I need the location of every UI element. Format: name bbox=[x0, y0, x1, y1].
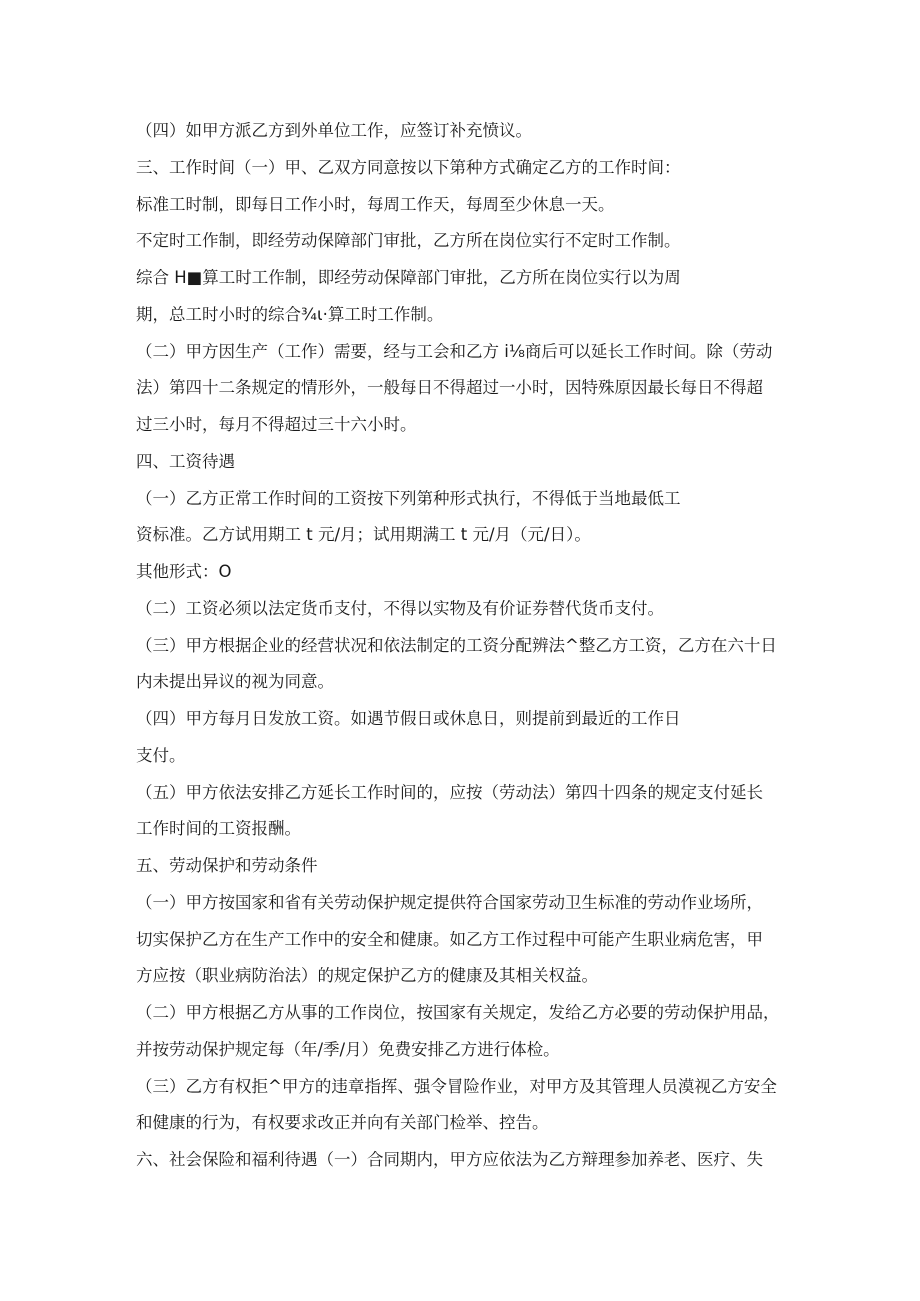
text-line: 切实保护乙方在生产工作中的安全和健康。如乙方工作过程中可能产生职业病危害，甲 bbox=[136, 929, 763, 949]
section-heading: 三、工作时间（一）甲、乙双方同意按以下第种方式确定乙方的工作时间： bbox=[136, 157, 681, 177]
text-line: （二）甲方因生产（工作）需要，经与工会和乙方 i⅛商后可以延长工作时间。除（劳动 bbox=[136, 341, 773, 361]
text-line: 并按劳动保护规定每（年/季/月）免费安排乙方进行体检。 bbox=[136, 1039, 560, 1059]
text-line: （四）如甲方派乙方到外单位工作，应签订补充愤议。 bbox=[136, 121, 532, 140]
text-line: 综合 H■算工时工作制，即经劳动保障部门审批，乙方所在岗位实行以为周 bbox=[136, 268, 681, 287]
text-line: 期，总工时小时的综合¾ι·算工时工作制。 bbox=[136, 304, 444, 324]
text-line: （三）甲方根据企业的经营状况和依法制定的工资分配辨法^整乙方工资，乙方在六十日 bbox=[136, 635, 777, 655]
document-body bbox=[136, 113, 796, 1179]
text-line: 内未提出异议的视为同意。 bbox=[136, 672, 334, 692]
text-line: （二）工资必须以法定货币支付，不得以实物及有价证券替代货币支付。 bbox=[136, 598, 664, 618]
text-line: 法）第四十二条规定的情形外，一般每日不得超过一小时，因特殊原因最长每日不得超 bbox=[136, 378, 763, 398]
text-line: 和健康的行为，有权要求改正并向有关部门检举、控告。 bbox=[136, 1113, 549, 1133]
text-line: （四）甲方每月日发放工资。如遇节假日或休息日，则提前到最近的工作日 bbox=[136, 709, 681, 728]
text-line: 过三小时，每月不得超过三十六小时。 bbox=[136, 415, 417, 434]
section-heading: 六、社会保险和福利待遇（一）合同期内，甲方应依法为乙方辩理参加养老、医疗、失 bbox=[136, 1150, 763, 1169]
section-heading: 五、劳动保护和劳动条件 bbox=[136, 856, 318, 875]
section-heading: 四、工资待遇 bbox=[136, 451, 235, 471]
text-line: （一）甲方按国家和省有关劳动保护规定提供符合国家劳动卫生标准的劳动作业场所， bbox=[136, 892, 763, 912]
text-line: 其他形式：O bbox=[136, 562, 232, 581]
text-line: （一）乙方正常工作时间的工资按下列第种形式执行，不得低于当地最低工 bbox=[136, 488, 681, 508]
text-line: 方应按（职业病防治法）的规定保护乙方的健康及其相关权益。 bbox=[136, 966, 598, 986]
text-line: 资标准。乙方试用期工 t 元/月；试用期满工 t 元/月（元/日）。 bbox=[136, 525, 591, 545]
text-line: 工作时间的工资报酬。 bbox=[136, 819, 301, 839]
text-line: 不定时工作制，即经劳动保障部门审批，乙方所在岗位实行不定时工作制。 bbox=[136, 231, 681, 251]
text-line: （三）乙方有权拒^甲方的违章指挥、强令冒险作业，对甲方及其管理人员漠视乙方安全 bbox=[136, 1076, 777, 1096]
text-line: （五）甲方依法安排乙方延长工作时间的，应按（劳动法）第四十四条的规定支付延长 bbox=[136, 782, 763, 802]
text-line: 支付。 bbox=[136, 745, 186, 765]
text-line: （二）甲方根据乙方从事的工作岗位，按国家有关规定，发给乙方必要的劳动保护用品， bbox=[136, 1003, 780, 1022]
text-line: 标准工时制，即每日工作小时，每周工作天，每周至少休息一天。 bbox=[136, 194, 615, 214]
